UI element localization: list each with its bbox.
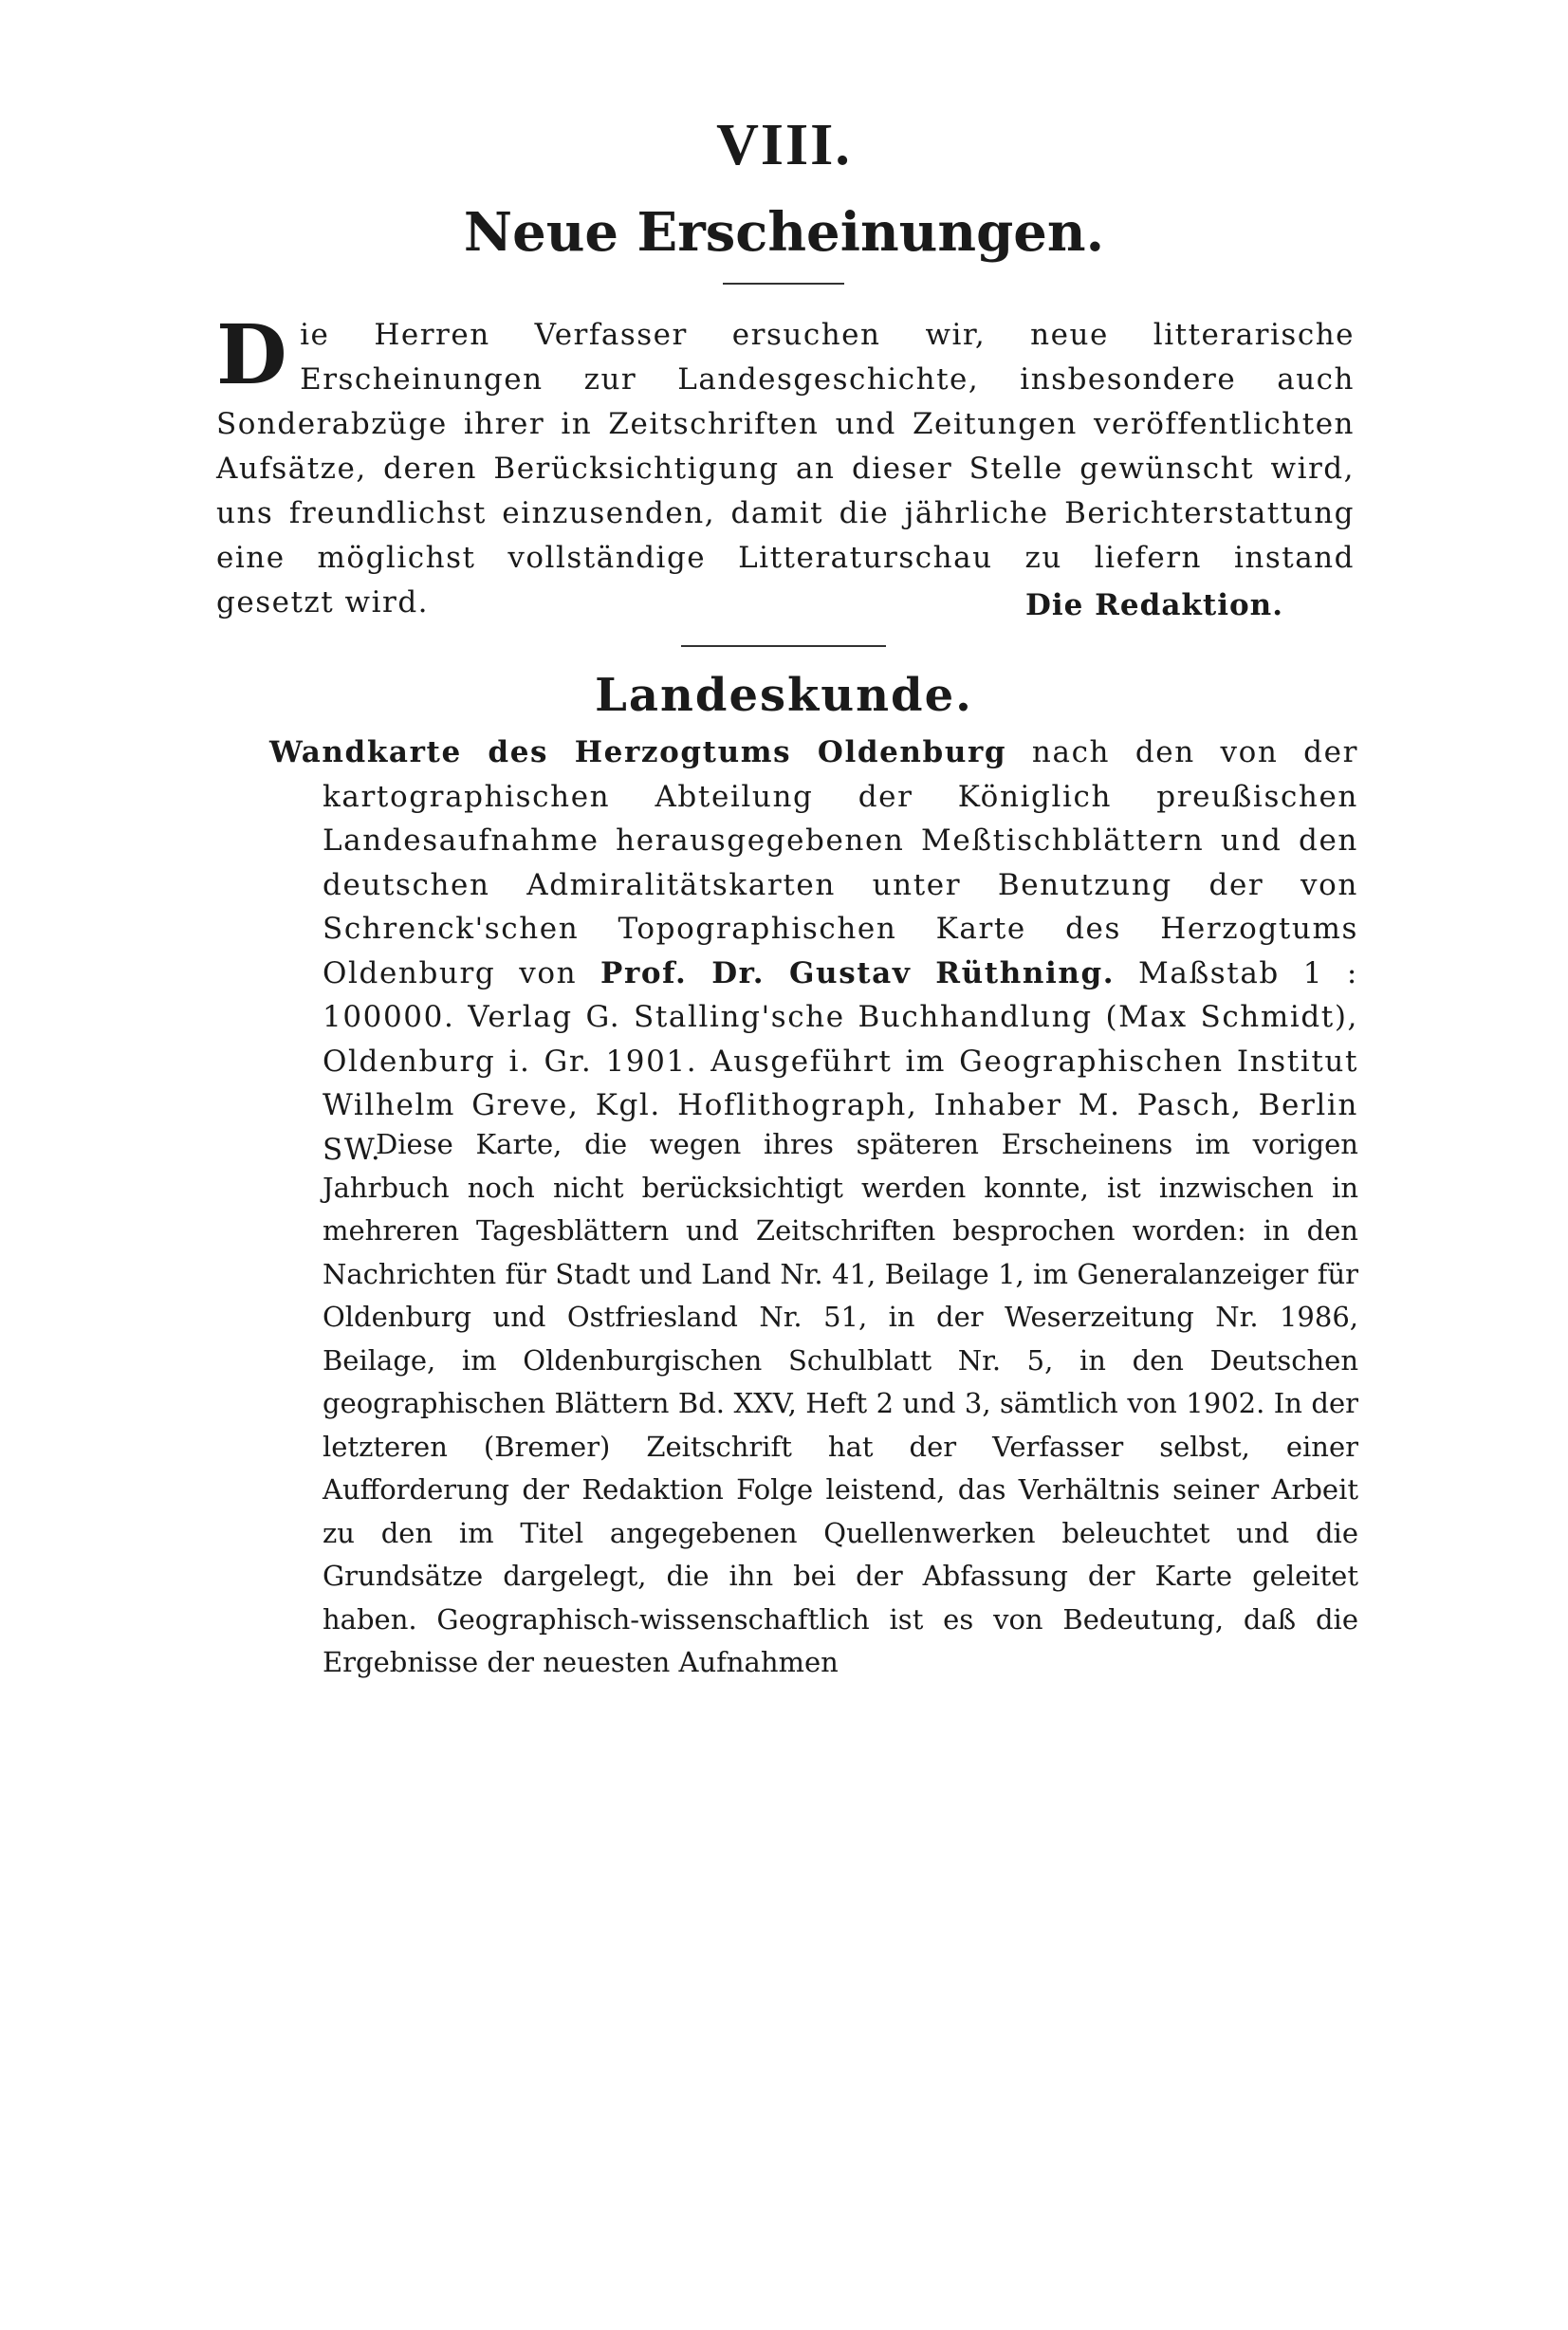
bibliography-entry (269, 730, 1358, 1172)
title-divider (723, 283, 844, 285)
intro-paragraph (216, 307, 1355, 625)
section-divider (681, 645, 886, 647)
entry-author: Prof. Dr. Gustav Rüthning. (600, 955, 1116, 990)
chapter-numeral: VIII. (716, 113, 852, 177)
drop-cap-initial: D (216, 307, 289, 403)
section-heading: Landeskunde. (595, 669, 973, 722)
intro-text: ie Herren Verfasser ersuchen wir, neue litterarische Erscheinungen zur Landesgeschichte, insbesondere auch Sonderabzüge ihrer in Zeitschriften und Zeitungen veröffentlichten Aufsätze, deren Berücksichtigung an dieser Stelle gewünscht wird, uns freundlichst einzusenden, damit die jährliche Berichterstattung eine möglichst vollständige Litteraturschau zu liefern instand gesetzt wird. (216, 318, 1355, 619)
review-paragraph: Diese Karte, die wegen ihres späteren Erscheinens im vorigen Jahrbuch noch nicht berücksichtigt werden konnte, ist inzwischen in mehreren Tagesblättern und Zeitschriften besprochen worden: in den Nachrichten für Stadt und Land Nr. 41, Beilage 1, im Generalanzeiger für Oldenburg und Ostfriesland Nr. 51, in der Weserzeitung Nr. 1986, Beilage, im Oldenburgischen Schulblatt Nr. 5, in den Deutschen geographischen Blättern Bd. XXV, Heft 2 und 3, sämtlich von 1902. In der letzteren (Bremer) Zeitschrift hat der Verfasser selbst, einer Aufforderung der Redaktion Folge leistend, das Verhältnis seiner Arbeit zu den im Titel angegebenen Quellenwerken beleuchtet und die Grundsätze dargelegt, die ihn bei der Abfassung der Karte geleitet haben. Geographisch-wissenschaftlich ist es von Bedeutung, daß die Ergebnisse der neuesten Aufnahmen (323, 1128, 1358, 1678)
entry-description: nach den von der kartographischen Abteilung der Königlich preußischen Landesaufnahme herausgegebenen Meßtischblättern und den deutschen Admiralitätskarten unter Benutzung der von Schrenck'schen Topographischen Karte des Herzogtums Oldenburg von (323, 735, 1358, 990)
editorial-signature: Die Redaktion. (1024, 588, 1283, 622)
chapter-title: Neue Erscheinungen. (463, 201, 1105, 264)
entry-title: Wandkarte des Herzogtums Oldenburg (269, 735, 1007, 769)
entry-publication-details: Maßstab 1 : 100000. Verlag G. Stalling'sche Buchhandlung (Max Schmidt), Oldenburg i. Gr. 1901. Ausgeführt im Geographischen Institut Wilhelm Greve, Kgl. Hoflithograph, Inhaber M. Pasch, Berlin SW. (323, 955, 1358, 1167)
